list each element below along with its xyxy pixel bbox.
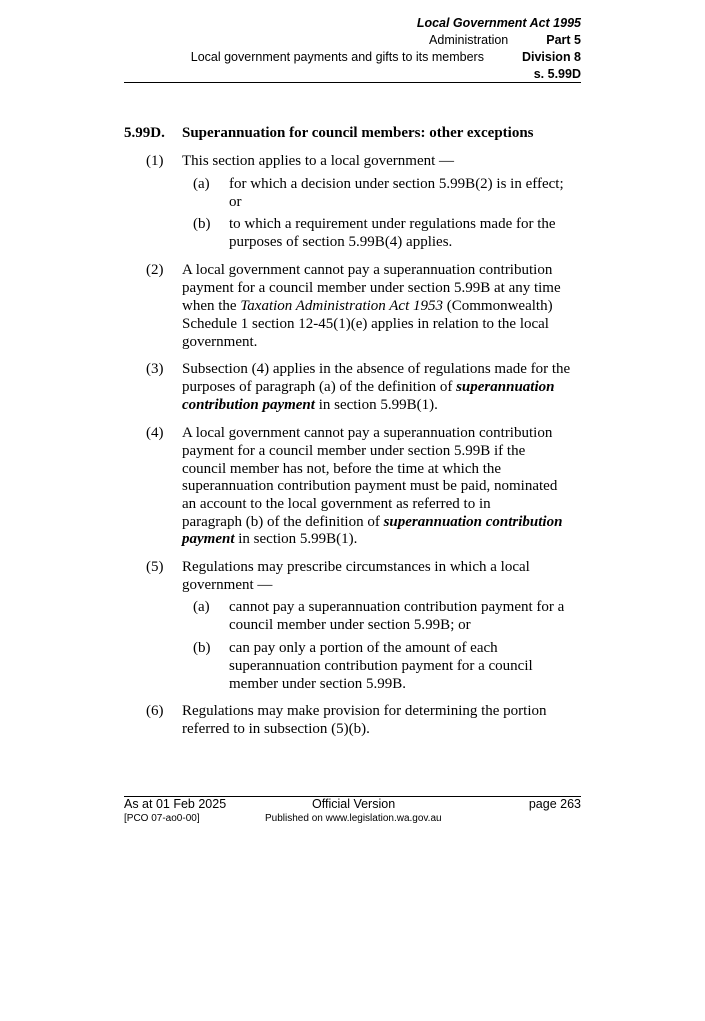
running-header — [124, 15, 581, 83]
subsection-text: contribution payment in section 5.99B(1). — [182, 397, 438, 413]
part-label: Part 5 — [546, 33, 581, 47]
subsection-text: payment in section 5.99B(1). — [182, 531, 358, 547]
defined-term: superannuation contribution — [383, 514, 563, 530]
footer-version: Official Version — [312, 797, 396, 811]
subsection-number: (2) — [146, 262, 164, 278]
subsection-text: payment for a council member under section 5.99B if the — [182, 443, 526, 459]
paragraph-text: member under section 5.99B. — [229, 676, 407, 692]
subsection-number: (5) — [146, 559, 164, 575]
footer-date: As at 01 Feb 2025 — [124, 797, 227, 811]
paragraph-text: council member under section 5.99B; or — [229, 617, 471, 633]
section-title: Superannuation for council members: other exceptions — [182, 125, 534, 141]
subsection-text: payment for a council member under section 5.99B at any time — [182, 280, 561, 296]
division-context: Local government payments and gifts to its members — [190, 50, 484, 64]
subsection-text: A local government cannot pay a superannuation contribution — [182, 262, 553, 278]
subsection-text: government. — [182, 334, 258, 350]
paragraph-text: for which a decision under section 5.99B(2) is in effect; — [229, 176, 564, 192]
subsection-text: This section applies to a local government — — [182, 153, 455, 169]
subsection-text: A local government cannot pay a superannuation contribution — [182, 425, 553, 441]
subsection-text: an account to the local government as referred to in — [182, 496, 491, 512]
act-title: Local Government Act 1995 — [416, 16, 581, 30]
subsection-text: superannuation contribution payment must be paid, nominated — [182, 478, 558, 494]
paragraph-text: or — [229, 194, 242, 210]
subsection-text: Schedule 1 section 12-45(1)(e) applies in relation to the local — [182, 316, 549, 332]
section-number: 5.99D. — [124, 125, 165, 141]
subsection-text: Regulations may prescribe circumstances in which a local — [182, 559, 530, 575]
subsection-number: (4) — [146, 425, 164, 441]
paragraph-text: purposes of section 5.99B(4) applies. — [229, 234, 453, 250]
act-citation: Taxation Administration Act 1953 — [240, 298, 443, 314]
subsection-number: (6) — [146, 703, 164, 719]
paragraph-text: superannuation contribution payment for a council — [229, 658, 533, 674]
defined-term: contribution payment — [182, 397, 315, 413]
footer-published: Published on www.legislation.wa.gov.au — [265, 813, 442, 824]
subsection-text: government — — [182, 577, 273, 593]
paragraph-text: cannot pay a superannuation contribution payment for a — [229, 599, 565, 615]
paragraph-number: (b) — [193, 216, 211, 232]
division-label: Division 8 — [521, 50, 581, 64]
subsection-text: paragraph (b) of the definition of superannuation contribution — [182, 514, 563, 530]
footer-page-number: page 263 — [528, 797, 581, 811]
subsection-text: referred to in subsection (5)(b). — [182, 721, 370, 737]
defined-term: superannuation — [456, 379, 555, 395]
paragraph-number: (b) — [193, 640, 211, 656]
subsection-text: Regulations may make provision for determining the portion — [182, 703, 547, 719]
subsection-text: council member has not, before the time at which the — [182, 461, 502, 477]
section-ref: s. 5.99D — [533, 67, 581, 81]
paragraph-text: can pay only a portion of the amount of each — [229, 640, 498, 656]
subsection-number: (3) — [146, 361, 164, 377]
footer-reference: [PCO 07-ao0-00] — [124, 813, 200, 824]
defined-term: payment — [182, 531, 235, 547]
part-context: Administration — [429, 33, 509, 47]
subsection-number: (1) — [146, 153, 164, 169]
paragraph-number: (a) — [193, 176, 210, 192]
subsection-text: when the Taxation Administration Act 1953 (Commonwealth) — [182, 298, 553, 314]
subsection-text: Subsection (4) applies in the absence of regulations made for the — [182, 361, 571, 377]
header-rule — [124, 82, 581, 83]
subsection-text: purposes of paragraph (a) of the definition of superannuation — [182, 379, 555, 395]
paragraph-number: (a) — [193, 599, 210, 615]
paragraph-text: to which a requirement under regulations made for the — [229, 216, 556, 232]
